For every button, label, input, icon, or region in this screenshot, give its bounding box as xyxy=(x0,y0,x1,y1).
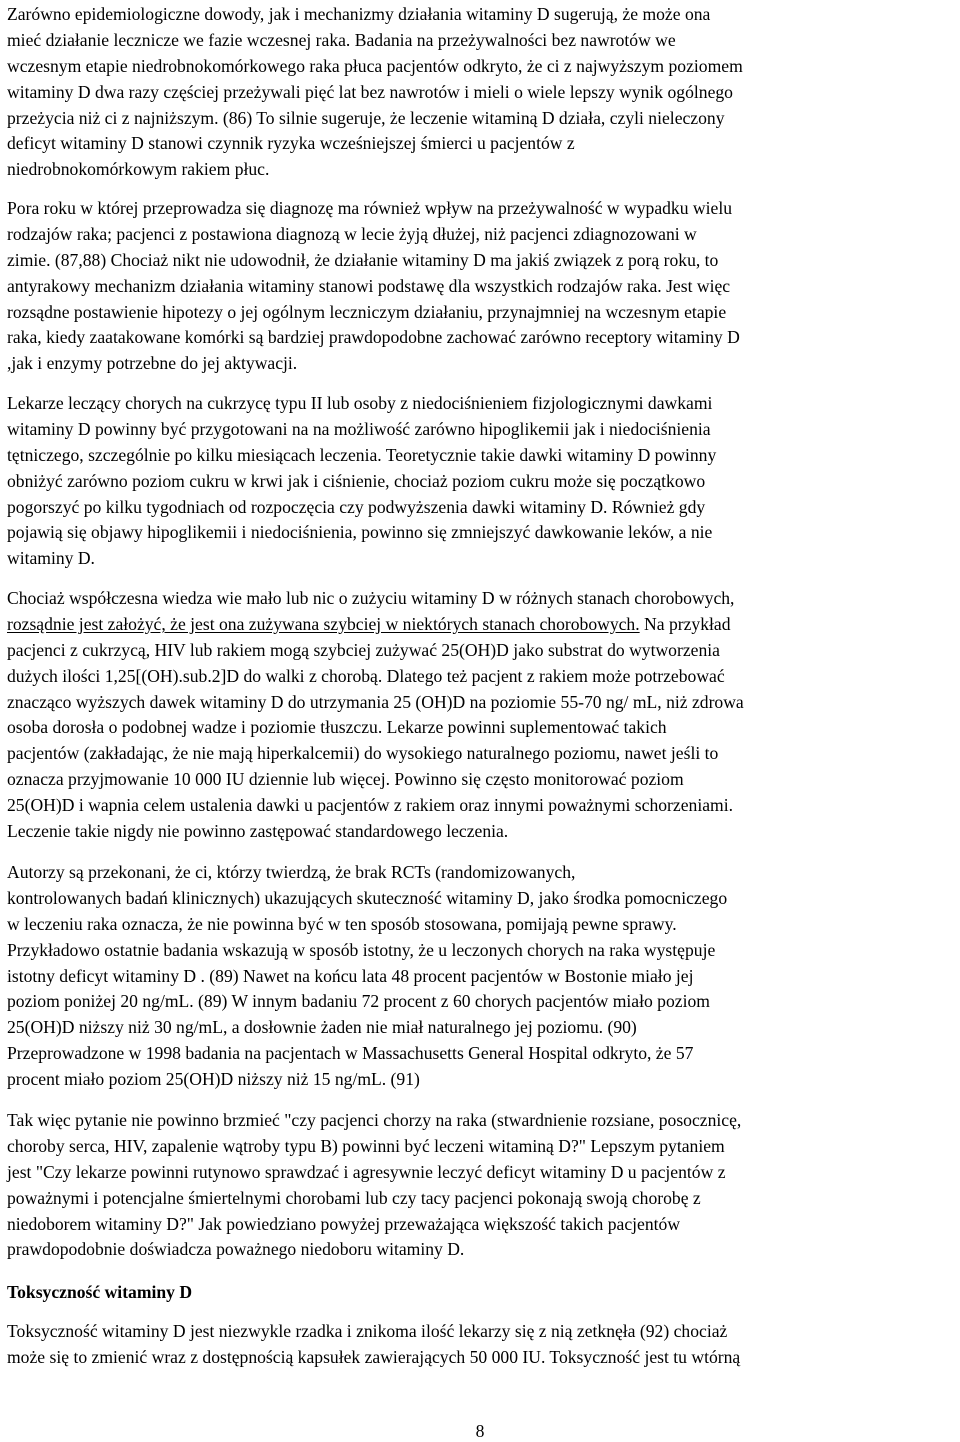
text-line: Chociaż współczesna wiedza wie mało lub nic o zużyciu witaminy D w różnych stanach chorobowych, xyxy=(7,588,735,608)
text-line: istotny deficyt witaminy D . (89) Nawet na końcu lata 48 procent pacjentów w Bostonie miało jej xyxy=(7,965,694,986)
text-line: Toksyczność witaminy D jest niezwykle rzadka i znikoma ilość lekarzy się z nią zetknęła (92) chociaż xyxy=(7,1321,728,1341)
text-line: Tak więc pytanie nie powinno brzmieć "czy pacjenci chorzy na raka (stwardnienie rozsiane, posocznicę, xyxy=(7,1110,742,1130)
text-line: rodzajów raka; pacjenci z postawiona diagnozą w lecie żyją dłużej, niż pacjenci zdiagnozowani w xyxy=(7,223,697,244)
paragraph-5 xyxy=(7,860,727,1093)
text-line: witaminy D. xyxy=(7,548,95,569)
paragraph-6 xyxy=(7,1108,741,1263)
text-line: poziom poniżej 20 ng/mL. (89) W innym badaniu 72 procent z 60 chorych pacjentów miało poziom xyxy=(7,991,710,1012)
text-line: jest "Czy lekarze powinni rutynowo sprawdzać i agresywnie leczyć deficyt witaminy D u pacjentów z xyxy=(7,1161,726,1182)
text-line: wczesnym etapie niedrobnokomórkowego raka płuca pacjentów odkryto, że ci z najwyższym poziomem xyxy=(7,55,743,76)
text-line: Zarówno epidemiologiczne dowody, jak i mechanizmy działania witaminy D sugerują, że może ona xyxy=(7,4,711,24)
text-line: mieć działanie lecznicze we fazie wczesnej raka. Badania na przeżywalności bez nawrotów we xyxy=(7,29,676,50)
section-heading: Toksyczność witaminy D xyxy=(7,1282,193,1302)
text-line: przeżycia niż ci z najniższym. (86) To silnie sugeruje, że leczenie witaminą D działa, czyli nieleczony xyxy=(7,107,725,128)
paragraph-4 xyxy=(7,586,744,845)
text-line: deficyt witaminy D stanowi czynnik ryzyka wcześniejszej śmierci u pacjentów z xyxy=(7,133,575,154)
text-line: osoba dorosła o podobnej wadze i poziomie tłuszczu. Lekarze powinni suplementować takich xyxy=(7,717,667,738)
text-line: może się to zmienić wraz z dostępnością kapsułek zawierających 50 000 IU. Toksyczność jest tu wtórną xyxy=(7,1346,741,1367)
page-number: 8 xyxy=(475,1421,485,1441)
text-line: ,jak i enzymy potrzebne do jej aktywacji. xyxy=(7,353,298,374)
text-line: procent miało poziom 25(OH)D niższy niż 15 ng/mL. (91) xyxy=(7,1069,420,1090)
text-line: pojawią się objawy hipoglikemii i niedociśnienia, powinno się zmniejszyć dawkowanie leków, a nie xyxy=(7,522,713,543)
text-line: witaminy D dwa razy częściej przeżywali pięć lat bez nawrotów i mieli o wiele lepszy wynik ogólnego xyxy=(7,81,733,102)
text-line: Przykładowo ostatnie badania wskazują w sposób istotny, że u leczonych chorych na raka występuje xyxy=(7,939,716,960)
text-line: Pora roku w której przeprowadza się diagnozę ma również wpływ na przeżywalność w wypadku wielu xyxy=(7,198,733,218)
text-line: pogorszyć po kilku tygodniach od rozpoczęcia czy podwyższenia dawki witaminy D. Również gdy xyxy=(7,496,706,517)
paragraph-7 xyxy=(7,1319,740,1371)
text-line: Przeprowadzone w 1998 badania na pacjentach w Massachusetts General Hospital odkryto, że 57 xyxy=(7,1043,694,1064)
text-line: niedrobnokomórkowym rakiem płuc. xyxy=(7,159,270,180)
text-line: w leczeniu raka oznacza, że nie powinna być w ten sposób stosowana, pomijają pewne sprawy. xyxy=(7,913,677,934)
text-line: oznacza przyjmowanie 10 000 IU dziennie lub więcej. Powinno się często monitorować poziom xyxy=(7,769,684,790)
text-line: witaminy D powinny być przygotowani na na możliwość zarówno hipoglikemii jak i niedociśnienia xyxy=(7,418,711,439)
text-line: 25(OH)D i wapnia celem ustalenia dawki u pacjentów z rakiem oraz innymi poważnymi schorzeniami. xyxy=(7,795,733,816)
text-line: Leczenie takie nigdy nie powinno zastępować standardowego leczenia. xyxy=(7,821,509,842)
paragraph-1 xyxy=(7,2,743,183)
text-line: znacząco wyższych dawek witaminy D do utrzymania 25 (OH)D na poziomie 55-70 ng/ mL, niż zdrowa xyxy=(7,691,744,712)
text-line: 25(OH)D niższy niż 30 ng/mL, a dosłownie żaden nie miał naturalnego jej poziomu. (90) xyxy=(7,1017,637,1038)
text-line: dużych ilości 1,25[(OH).sub.2]D do walki z chorobą. Dlatego też pacjent z rakiem może potrzebować xyxy=(7,665,725,686)
text-line: antyrakowy mechanizm działania witaminy stanowi podstawę dla wszystkich rodzajów raka. Jest więc xyxy=(7,275,731,296)
text-line: kontrolowanych badań klinicznych) ukazujących skuteczność witaminy D, jako środka pomocniczego xyxy=(7,887,728,908)
text-line: niedoborem witaminy D?" Jak powiedziano powyżej przeważająca większość takich pacjentów xyxy=(7,1213,681,1234)
paragraph-3 xyxy=(7,391,716,572)
text-line: raka, kiedy zaatakowane komórki są bardziej prawdopodobne zachować zarówno receptory witaminy D xyxy=(7,327,740,348)
text-line: Lekarze leczący chorych na cukrzycę typu II lub osoby z niedociśnieniem fizjologicznymi dawkami xyxy=(7,393,713,413)
text-line: rozsądne postawienie hipotezy o jej ogólnym leczniczym działaniu, przynajmniej na wczesnym etapie xyxy=(7,301,727,322)
text-line: zimie. (87,88) Chociaż nikt nie udowodnił, że działanie witaminy D ma jakiś związek z porą roku, to xyxy=(7,249,719,270)
text-line: prawdopodobnie doświadcza poważnego niedoboru witaminy D. xyxy=(7,1239,465,1260)
text-fragment: Na przykład xyxy=(639,613,731,634)
text-line: pacjentów (zakładając, że nie mają hiperkalcemii) do wysokiego naturalnego poziomu, nawet jeśli to xyxy=(7,743,719,764)
text-line: choroby serca, HIV, zapalenie wątroby typu B) powinni być leczeni witaminą D?" Lepszym pytaniem xyxy=(7,1135,725,1156)
underlined-text: rozsądnie jest założyć, że jest ona zużywana szybciej w niektórych stanach chorobowych. xyxy=(7,613,640,634)
text-line xyxy=(7,612,744,638)
text-line: pacjenci z cukrzycą, HIV lub rakiem mogą szybciej zużywać 25(OH)D jako substrat do wytworzenia xyxy=(7,639,720,660)
text-line: obniżyć zarówno poziom cukru w krwi jak i ciśnienie, chociaż poziom cukru może się początkowo xyxy=(7,470,706,491)
text-line: Autorzy są przekonani, że ci, którzy twierdzą, że brak RCTs (randomizowanych, xyxy=(7,862,576,882)
text-line: poważnymi i potencjalne śmiertelnymi chorobami lub czy tacy pacjenci pokonają swoją chorobę z xyxy=(7,1187,701,1208)
paragraph-2 xyxy=(7,196,740,377)
text-line: tętniczego, szczególnie po kilku miesiącach leczenia. Teoretycznie takie dawki witaminy D powinny xyxy=(7,444,717,465)
